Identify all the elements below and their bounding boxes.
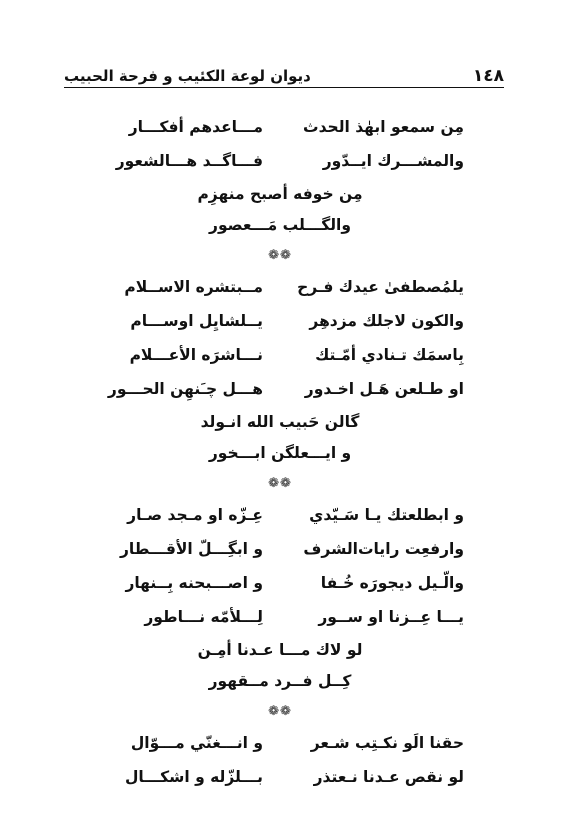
running-title: ديوان لوعة الكئيب و فرحة الحبيب [64,67,311,85]
hemistich-right: حقنا الَو نكـتِب شـعر [310,734,464,752]
hemistich-left: و اصـــبحنه بِــنهار [125,574,263,592]
couplet [90,600,470,634]
refrain-line: مِن خوفه أصبح منهزِم [197,184,363,203]
stanza [90,726,470,794]
hemistich-right: يلمُصطفىٰ عيدك فـرح [297,278,464,296]
hemistich-right: والمشـــرك ايــدّور [322,152,464,170]
couplet [90,304,470,338]
hemistich-right: وارفعِت رايات‌الشرف [303,540,464,558]
refrain-line: گالن حَبيب الله انـولد [200,412,360,431]
couplet [90,270,470,304]
hemistich-left: يــلشايِل اوســـام [130,312,263,330]
hemistich-right: بِاسمَك تـنادي أمّـتك [315,346,464,364]
hemistich-left: فـــاگــد هـــالشعور [115,152,263,170]
page-number: ١٤٨ [472,66,504,86]
page-header [64,62,504,86]
couplet [90,760,470,794]
hemistich-right: مِن سمعو ابهٰذ الحدث [303,118,464,136]
stanza-separator-ornament: ❁❁ [268,703,292,719]
refrain-line: و ايـــعلگن ابـــخور [208,443,352,462]
hemistich-right: والّـيل ديجورَه خُـفا [320,574,464,592]
couplet [90,726,470,760]
hemistich-right: والكون لاجلك مزدهِر [309,312,464,330]
hemistich-right: لو نقص عـدنا نـعتذر [313,768,464,786]
refrain-line: كِــل فــرد مــقهور [208,671,352,690]
couplet [90,532,470,566]
poem-body [90,110,470,794]
refrain-line: لو لاك مـــا عـدنا أمِـن [197,640,363,659]
hemistich-left: و انـــغنّي مـــوّال [130,734,263,752]
hemistich-left: بـــلزّله و اشكـــال [124,768,263,786]
couplet [90,110,470,144]
stanza [90,270,470,498]
couplet [90,338,470,372]
stanza-separator-ornament: ❁❁ [268,247,292,263]
couplet [90,566,470,600]
hemistich-right: او طـلعن هَـل اخـدور [304,380,464,398]
couplet [90,372,470,406]
hemistich-left: مــبتشره الاســلام [124,278,263,296]
hemistich-left: مـــاعدهم أفكـــار [128,118,263,136]
hemistich-left: عِـزّه او مـجد صـار [127,506,263,524]
hemistich-left: نـــاشرَه الأعـــلام [129,346,263,364]
header-divider [64,87,504,88]
hemistich-right: و ابطلعتك يـا سَـيّدي [309,506,464,524]
refrain-line: والگـــلب مَـــعصور [209,215,351,234]
hemistich-left: هـــل چـَنهِن الحـــور [107,380,263,398]
couplet [90,498,470,532]
stanza [90,110,470,270]
stanza-separator-ornament: ❁❁ [268,475,292,491]
hemistich-left: و ابگِـــلّ الأقـــطار [119,540,263,558]
hemistich-right: يـــا عِــزنا او ســور [318,608,464,626]
stanza [90,498,470,726]
couplet [90,144,470,178]
hemistich-left: لِـــلأمّه نـــاطور [144,608,263,626]
